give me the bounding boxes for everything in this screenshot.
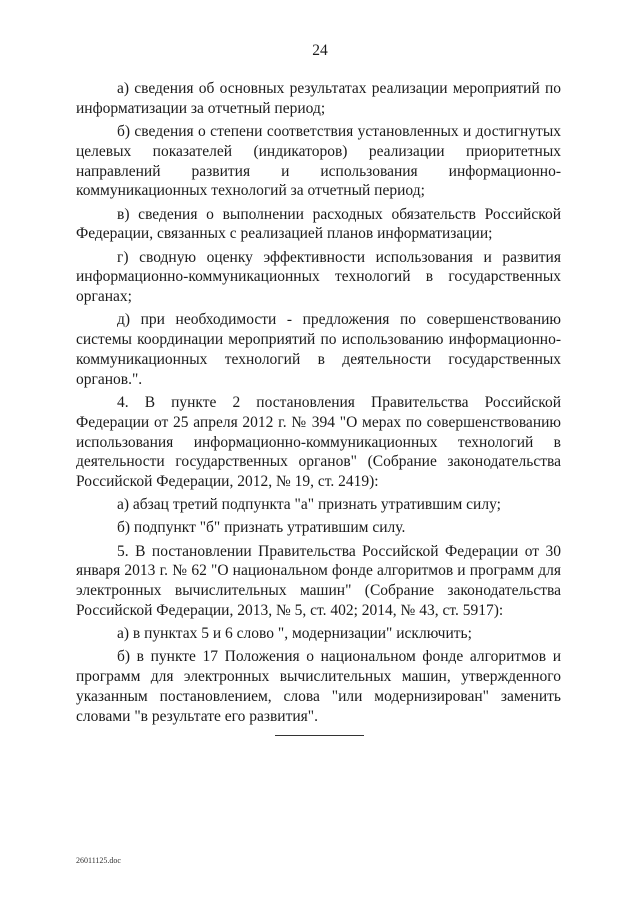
paragraph-item-4: 4. В пункте 2 постановления Правительства Российской Федерации от 25 апреля 2012 г. № 394 "О мерах по совершенствованию использования информационно-коммуникационных технологий в деятельности государственных органов" (Собрание законодательства Российской Федерации, 2012, № 19, ст. 2419): bbox=[76, 393, 561, 491]
paragraph-d-proposals: д) при необходимости - предложения по совершенствованию системы координации мероприятий по использованию информационно-коммуникационных технологий в деятельности государственных органов.". bbox=[76, 311, 561, 388]
paragraph-b-indicators: б) сведения о степени соответствия установленных и достигнутых целевых показателей (индикаторов) реализации приоритетных направлений развития и использования информационно-коммуникационных технологий за отчетный период; bbox=[76, 122, 561, 200]
paragraph-item-4-a: а) абзац третий подпункта "а" признать утратившим силу; bbox=[117, 496, 501, 514]
paragraph-item-5: 5. В постановлении Правительства Российской Федерации от 30 января 2013 г. № 62 "О национальном фонде алгоритмов и программ для электронных вычислительных машин" (Собрание законодательства Российской Федерации, 2013, № 5, ст. 402; 2014, № 43, ст. 5917): bbox=[76, 542, 561, 620]
end-separator-line bbox=[275, 735, 364, 736]
paragraph-item-5-b: б) в пункте 17 Положения о национальном фонде алгоритмов и программ для электронных вычислительных машин, утвержденного указанным постановлением, слова "или модернизирован" заменить словами "в результате его развития". bbox=[76, 648, 561, 725]
paragraph-v-obligations: в) сведения о выполнении расходных обязательств Российской Федерации, связанных с реализацией планов информатизации; bbox=[76, 205, 561, 243]
paragraph-item-4-b: б) подпункт "б" признать утратившим силу. bbox=[117, 519, 406, 537]
paragraph-item-5-a: а) в пунктах 5 и 6 слово ", модернизации" исключить; bbox=[117, 625, 472, 643]
page-number: 24 bbox=[312, 42, 328, 59]
paragraph-g-efficiency: г) сводную оценку эффективности использования и развития информационно-коммуникационных технологий в государственных органах; bbox=[76, 248, 561, 306]
paragraph-a-results: а) сведения об основных результатах реализации мероприятий по информатизации за отчетный период; bbox=[76, 80, 561, 117]
document-body bbox=[76, 79, 561, 730]
footer-filename: 26011125.doc bbox=[76, 856, 121, 865]
